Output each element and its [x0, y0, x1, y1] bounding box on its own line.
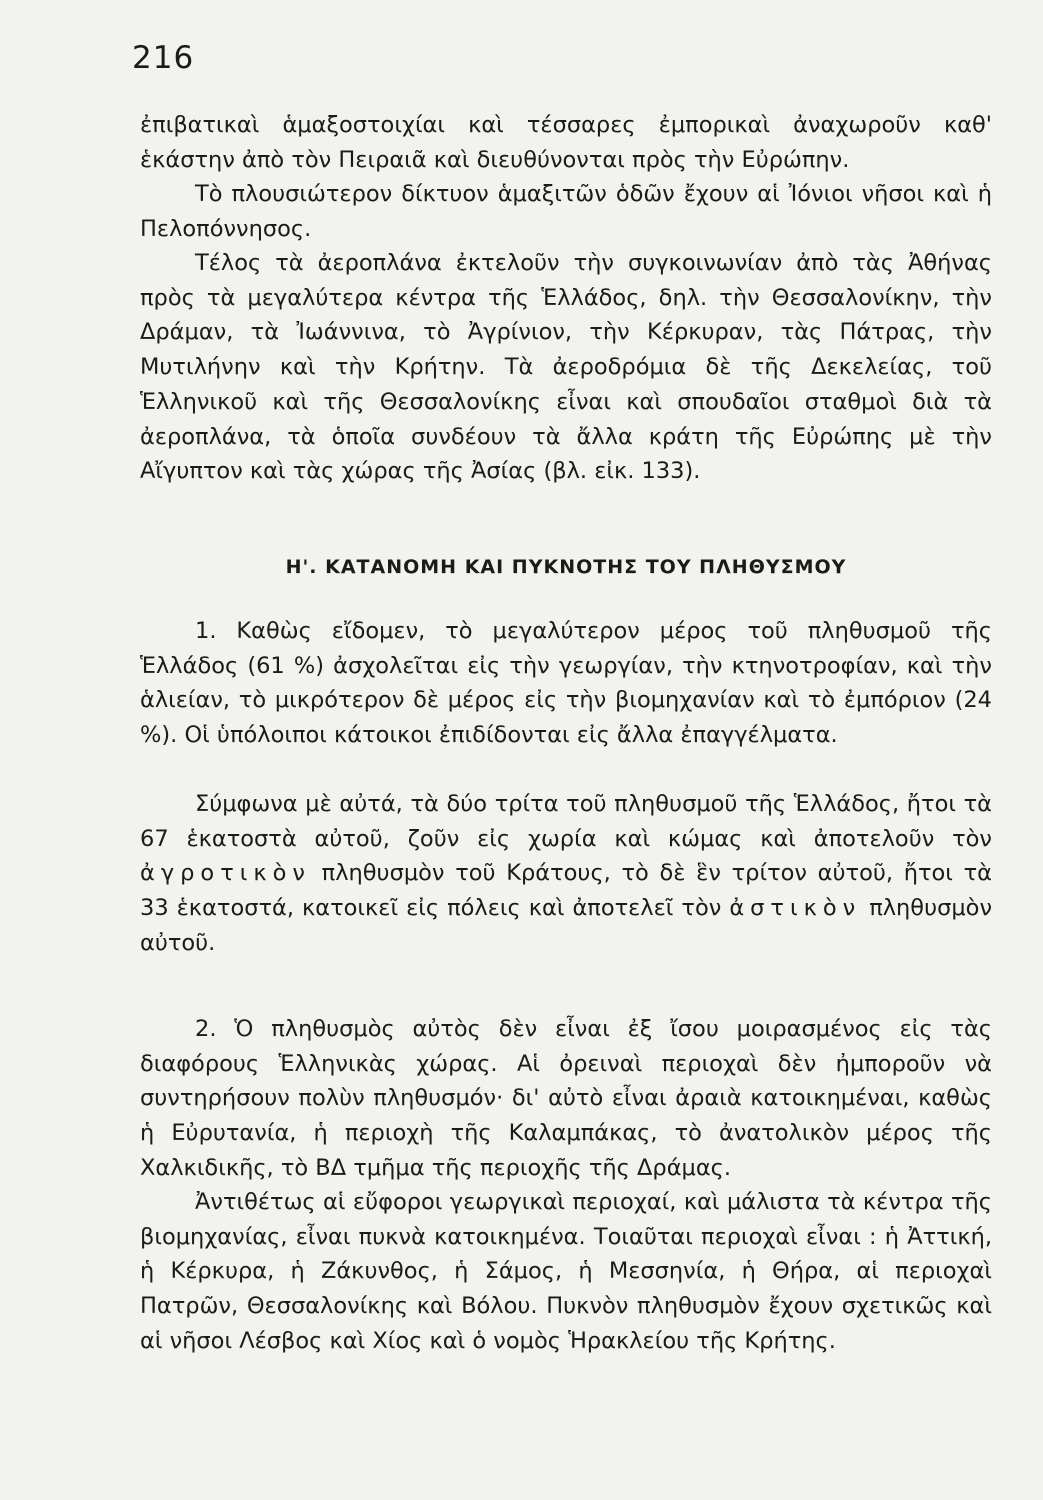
paragraph-road-network: Τὸ πλουσιώτερον δίκτυον ἁμαξιτῶν ὁδῶν ἔχουν αἱ Ἰόνιοι νῆσοι καὶ ἡ Πελοπόννησος.	[140, 181, 992, 242]
paragraph-transport-trains: ἐπιβατικαὶ ἁμαξοστοιχίαι καὶ τέσσαρες ἐμπορικαὶ ἀναχωροῦν καθ' ἑκάστην ἀπὸ τὸν Πειραιᾶ καὶ διευθύνονται πρὸς τὴν Εὐρώπην.	[140, 112, 992, 173]
page-number: 216	[132, 40, 195, 76]
paragraph-rural-urban	[140, 787, 992, 961]
paragraph-uneven-distribution: 2. Ὁ πληθυσμὸς αὐτὸς δὲν εἶναι ἐξ ἴσου μοιρασμένος εἰς τὰς διαφόρους Ἑλληνικὰς χώρας. Αἱ ὀρειναὶ περιοχαὶ δὲν ἠμποροῦν νὰ συντηρήσουν πολὺν πληθυσμόν· δι' αὐτὸ εἶναι ἀραιὰ κατοικημέναι, καθὼς ἡ Εὐρυτανία, ἡ περιοχὴ τῆς Καλαμπάκας, τὸ ἀνατολικὸν μέρος τῆς Χαλκιδικῆς, τὸ ΒΔ τμῆμα τῆς περιοχῆς τῆς Δράμας.	[140, 1016, 992, 1181]
rural-urban-text-3: πληθυσμὸν αὐτοῦ.	[140, 895, 993, 956]
term-urban: ἀστικὸν	[729, 895, 862, 922]
paragraph-air-transport: Τέλος τὰ ἀεροπλάνα ἐκτελοῦν τὴν συγκοινωνίαν ἀπὸ τὰς Ἀθήνας πρὸς τὰ μεγαλύτερα κέντρα τῆς Ἑλλάδος, δηλ. τὴν Θεσσαλονίκην, τὴν Δράμαν, τὰ Ἰωάννινα, τὸ Ἀγρίνιον, τὴν Κέρκυραν, τὰς Πάτρας, τὴν Μυτιλήνην καὶ τὴν Κρήτην. Τὰ ἀεροδρόμια δὲ τῆς Δεκελείας, τοῦ Ἑλληνικοῦ καὶ τῆς Θεσσαλονίκης εἶναι καὶ σπουδαῖοι σταθμοὶ διὰ τὰ ἀεροπλάνα, τὰ ὁποῖα συνδέουν τὰ ἄλλα κράτη τῆς Εὐρώπης μὲ τὴν Αἴγυπτον καὶ τὰς χώρας τῆς Ἀσίας (βλ. εἰκ. 133).	[140, 250, 992, 485]
rural-urban-text-1: Σύμφωνα μὲ αὐτά, τὰ δύο τρίτα τοῦ πληθυσμοῦ τῆς Ἑλλάδος, ἤτοι τὰ 67 ἑκατοστὰ αὐτοῦ, ζοῦν εἰς χωρία καὶ κώμας καὶ ἀποτελοῦν τὸν	[140, 791, 992, 852]
paragraph-population-occupations: 1. Καθὼς εἴδομεν, τὸ μεγαλύτερον μέρος τοῦ πληθυσμοῦ τῆς Ἑλλάδος (61 %) ἀσχολεῖται εἰς τὴν γεωργίαν, τὴν κτηνοτροφίαν, καὶ τὴν ἁλιείαν, τὸ μικρότερον δὲ μέρος εἰς τὴν βιομηχανίαν καὶ τὸ ἐμπόριον (24 %). Οἱ ὑπόλοιποι κάτοικοι ἐπιδίδονται εἰς ἄλλα ἐπαγγέλματα.	[140, 618, 992, 749]
rural-urban-text-2: πληθυσμὸν τοῦ Κράτους, τὸ δὲ ἓν τρίτον αὐτοῦ, ἤτοι τὰ 33 ἑκατοστά, κατοικεῖ εἰς πόλεις καὶ ἀποτελεῖ τὸν	[140, 860, 992, 922]
paragraph-dense-areas: Ἀντιθέτως αἱ εὔφοροι γεωργικαὶ περιοχαί, καὶ μάλιστα τὰ κέντρα τῆς βιομηχανίας, εἶναι πυκνὰ κατοικημένα. Τοιαῦται περιοχαὶ εἶναι : ἡ Ἀττική, ἡ Κέρκυρα, ἡ Ζάκυνθος, ἡ Σάμος, ἡ Μεσσηνία, ἡ Θήρα, αἱ περιοχαὶ Πατρῶν, Θεσσαλονίκης καὶ Βόλου. Πυκνὸν πληθυσμὸν ἔχουν σχετικῶς καὶ αἱ νῆσοι Λέσβος καὶ Χίος καὶ ὁ νομὸς Ἡρακλείου τῆς Κρήτης.	[140, 1189, 992, 1354]
section-heading: Η'. ΚΑΤΑΝΟΜΗ ΚΑΙ ΠΥΚΝΟΤΗΣ ΤΟΥ ΠΛΗΘΥΣΜΟΥ	[285, 556, 847, 578]
term-rural: ἀγροτικὸν	[140, 860, 311, 887]
